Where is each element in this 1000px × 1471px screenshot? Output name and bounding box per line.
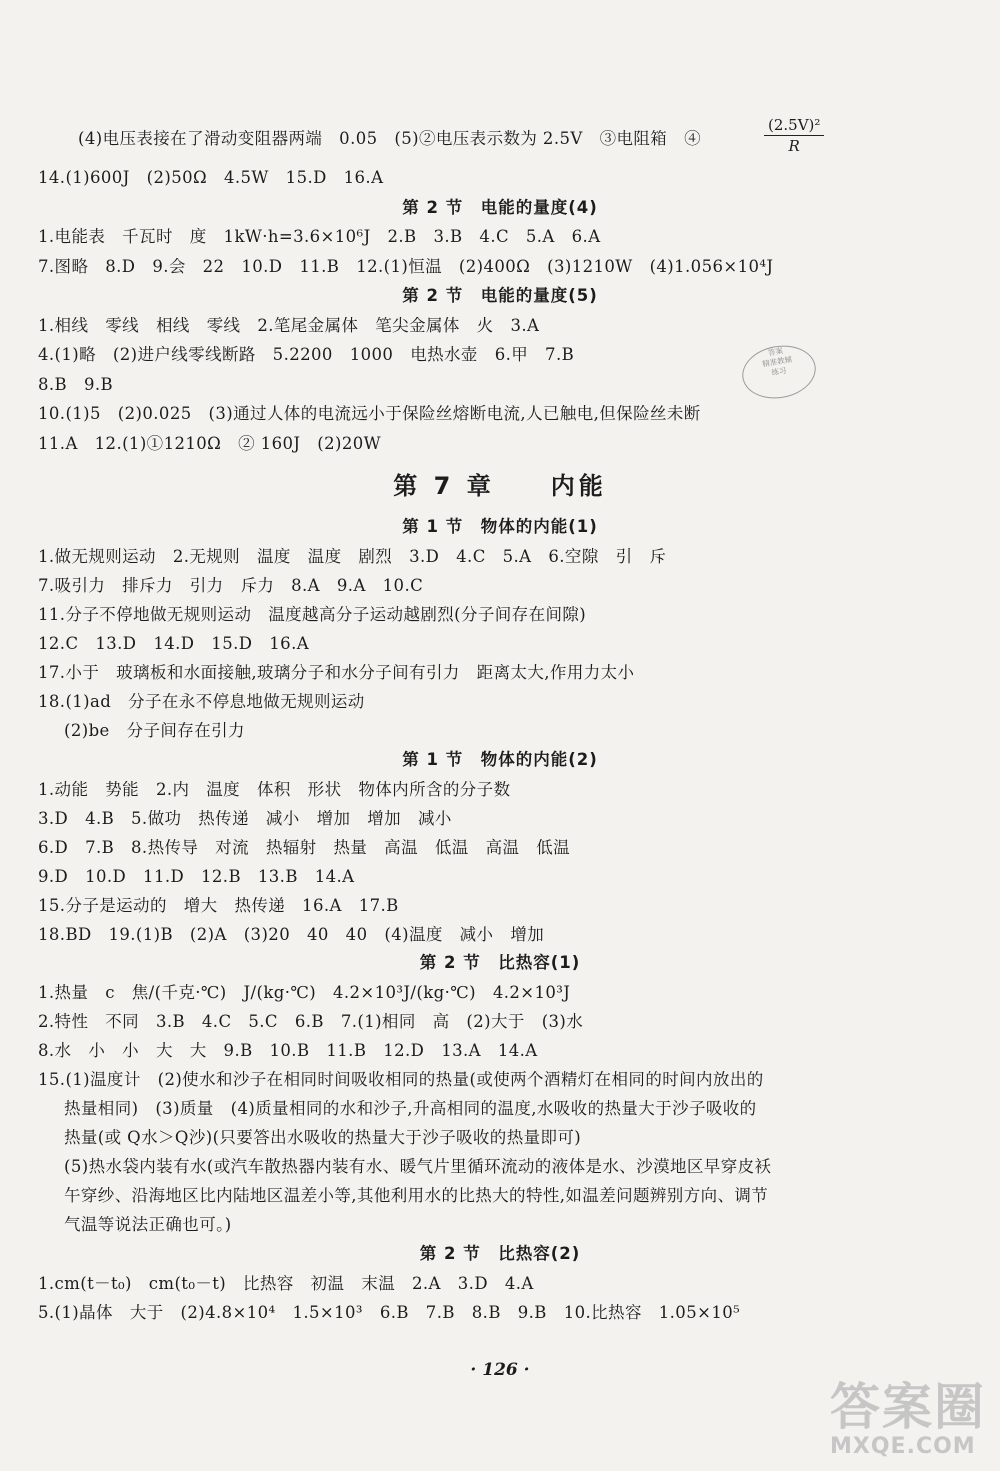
section-heading: 第 2 节 电能的量度(5) xyxy=(402,286,598,305)
answer-line: 热量相同) (3)质量 (4)质量相同的水和沙子,升高相同的温度,水吸收的热量大于沙子吸收的 xyxy=(64,1099,757,1118)
fraction xyxy=(764,116,824,155)
answer-line: 17.小于 玻璃板和水面接触,玻璃分子和水分子间有引力 距离太大,作用力太小 xyxy=(38,663,635,682)
watermark-logo: 答案圈 MXQE.COM xyxy=(830,1378,986,1459)
answer-line: 4.(1)略 (2)进户线零线断路 5.2200 1000 电热水壶 6.甲 7.B xyxy=(38,345,575,364)
section-heading: 第 2 节 电能的量度(4) xyxy=(402,198,598,217)
answer-line: 热量(或 Q水＞Q沙)(只要答出水吸收的热量大于沙子吸收的热量即可) xyxy=(64,1128,582,1147)
answer-line: 午穿纱、沿海地区比内陆地区温差小等,其他利用水的比热大的特性,如温差问题辨别方向、调节 xyxy=(64,1186,769,1205)
answer-line: 7.吸引力 排斥力 引力 斥力 8.A 9.A 10.C xyxy=(38,576,424,595)
answer-line: 9.D 10.D 11.D 12.B 13.B 14.A xyxy=(38,867,355,886)
answer-line: 8.B 9.B xyxy=(38,375,114,394)
answer-line: 3.D 4.B 5.做功 热传递 减小 增加 增加 减小 xyxy=(38,809,452,828)
answer-line: 2.特性 不同 3.B 4.C 5.C 6.B 7.(1)相同 高 (2)大于 (3)水 xyxy=(38,1012,584,1031)
answer-line: 气温等说法正确也可。) xyxy=(64,1215,232,1234)
answer-line: 10.(1)5 (2)0.025 (3)通过人体的电流远小于保险丝熔断电流,人已触电,但保险丝未断 xyxy=(38,404,701,423)
answer-line: (2)be 分子间存在引力 xyxy=(64,721,245,740)
chapter-title: 第 7 章 内能 xyxy=(393,472,607,500)
answer-line: 15.分子是运动的 增大 热传递 16.A 17.B xyxy=(38,896,399,915)
answer-line: 5.(1)晶体 大于 (2)4.8×10⁴ 1.5×10³ 6.B 7.B 8.B 9.B 10.比热容 1.05×10⁵ xyxy=(38,1303,741,1322)
answer-line: 1.动能 势能 2.内 温度 体积 形状 物体内所含的分子数 xyxy=(38,780,511,799)
answer-line: 1.做无规则运动 2.无规则 温度 温度 剧烈 3.D 4.C 5.A 6.空隙 引 斥 xyxy=(38,547,667,566)
answer-line: 8.水 小 小 大 大 9.B 10.B 11.B 12.D 13.A 14.A xyxy=(38,1041,538,1060)
answer-line: 7.图略 8.D 9.会 22 10.D 11.B 12.(1)恒温 (2)400Ω (3)1210W (4)1.056×10⁴J xyxy=(38,257,774,276)
answer-line: 11.A 12.(1)①1210Ω ② 160J (2)20W xyxy=(38,434,382,453)
section-heading: 第 2 节 比热容(2) xyxy=(419,1244,581,1263)
answer-line: (5)热水袋内装有水(或汽车散热器内装有水、暖气片里循环流动的液体是水、沙漠地区早穿皮袄 xyxy=(64,1157,772,1176)
answer-line: 15.(1)温度计 (2)使水和沙子在相同时间吸收相同的热量(或使两个酒精灯在相同的时间内放出的 xyxy=(38,1070,764,1089)
page-number: · 126 · xyxy=(470,1360,530,1380)
section-heading: 第 2 节 比热容(1) xyxy=(419,953,581,972)
fraction-denominator: R xyxy=(788,137,800,155)
section-heading: 第 1 节 物体的内能(1) xyxy=(402,517,598,536)
answer-line: 1.cm(t－t₀) cm(t₀－t) 比热容 初温 末温 2.A 3.D 4.A xyxy=(38,1274,534,1293)
answer-line: 6.D 7.B 8.热传导 对流 热辐射 热量 高温 低温 高温 低温 xyxy=(38,838,571,857)
section-heading: 第 1 节 物体的内能(2) xyxy=(402,750,598,769)
fraction-numerator: (2.5V)² xyxy=(764,116,824,136)
answer-line: (4)电压表接在了滑动变阻器两端 0.05 (5)②电压表示数为 2.5V ③电阻箱 ④ xyxy=(78,129,701,148)
answer-line: 14.(1)600J (2)50Ω 4.5W 15.D 16.A xyxy=(38,168,384,187)
answer-line: 12.C 13.D 14.D 15.D 16.A xyxy=(38,634,310,653)
answer-line: 11.分子不停地做无规则运动 温度越高分子运动越剧烈(分子间存在间隙) xyxy=(38,605,587,624)
answer-line: 1.热量 c 焦/(千克·℃) J/(kg·℃) 4.2×10³J/(kg·℃) 4.2×10³J xyxy=(38,983,571,1002)
answer-line: 1.相线 零线 相线 零线 2.笔尾金属体 笔尖金属体 火 3.A xyxy=(38,316,540,335)
answer-line: 18.(1)ad 分子在永不停息地做无规则运动 xyxy=(38,692,365,711)
answer-line: 18.BD 19.(1)B (2)A (3)20 40 40 (4)温度 减小 增加 xyxy=(38,925,545,944)
answer-line: 1.电能表 千瓦时 度 1kW·h=3.6×10⁶J 2.B 3.B 4.C 5.A 6.A xyxy=(38,227,601,246)
stamp: 答案 精准教辅 练习 xyxy=(738,340,820,404)
